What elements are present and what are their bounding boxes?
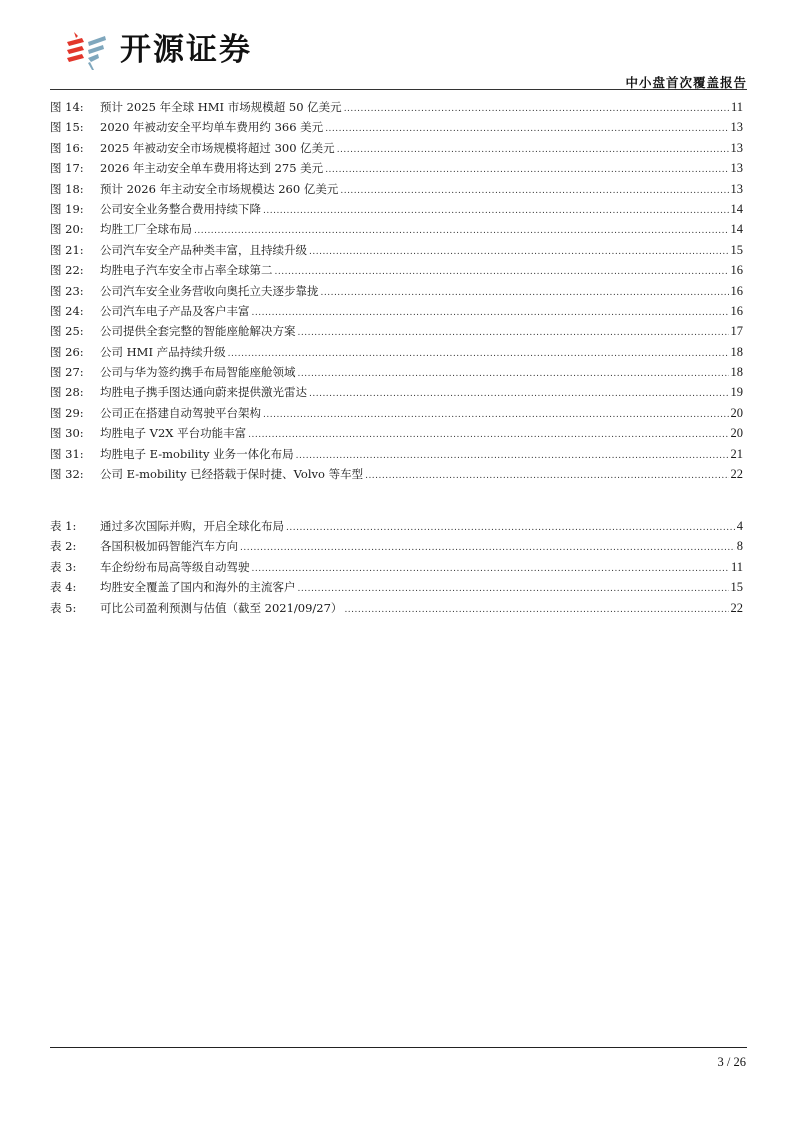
entry-title: 公司 E-mobility 已经搭载于保时捷、Volvo 等车型 [100,467,364,482]
entry-number: 图 24: [50,303,84,318]
dot-leader [344,600,728,620]
dot-leader [240,538,735,558]
dot-leader [321,283,729,303]
entry-title: 均胜电子汽车安全市占率全球第二 [100,263,273,278]
figure-entry[interactable] [50,423,743,443]
entry-number: 表 1: [50,519,77,533]
entry-title: 均胜电子 E-mobility 业务一体化布局 [100,446,294,461]
entry-page-number: 20 [730,426,743,441]
entry-title: 预计 2026 年主动安全市场规模达 260 亿美元 [100,181,339,196]
entry-title: 2025 年被动安全市场规模将超过 300 亿美元 [100,140,335,155]
entry-title: 2020 年被动安全平均单车费用约 366 美元 [100,120,324,135]
table-entry[interactable] [50,598,743,618]
entry-title: 均胜安全覆盖了国内和海外的主流客户 [100,580,296,595]
entry-page-number: 14 [730,222,743,237]
figure-entry[interactable] [50,219,743,239]
figure-entry[interactable] [50,281,743,301]
entry-title: 可比公司盈利预测与估值（截至 2021/09/27） [100,600,343,615]
entry-number: 图 15: [50,120,84,135]
entry-number: 图 32: [50,467,84,482]
figure-entry[interactable] [50,158,743,178]
dot-leader [286,518,735,538]
dot-leader [263,201,729,221]
dot-leader [252,303,729,323]
entry-page-number: 20 [730,405,743,420]
figure-entry[interactable] [50,382,743,402]
entry-page-number: 13 [730,120,743,135]
figure-entry[interactable] [50,301,743,321]
entry-page-number: 16 [730,283,743,298]
footer-divider [50,1047,747,1048]
entry-page-number: 11 [730,100,743,114]
dot-leader [248,425,728,445]
dot-leader [309,384,729,404]
dot-leader [298,364,729,384]
entry-page-number: 14 [730,201,743,216]
entry-title: 公司 HMI 产品持续升级 [100,344,226,359]
table-list [50,516,743,618]
dot-leader [252,559,729,579]
entry-number: 图 19: [50,201,84,216]
figure-entry[interactable] [50,117,743,137]
entry-page-number: 8 [736,539,743,554]
table-entry[interactable] [50,536,743,556]
dot-leader [337,140,729,160]
dot-leader [298,323,729,343]
entry-title: 均胜电子携手图达通向蔚来提供激光雷达 [100,385,307,400]
table-entry[interactable] [50,516,743,536]
dot-leader [344,99,729,119]
entry-title: 各国积极加码智能汽车方向 [100,539,238,554]
entry-page-number: 4 [736,519,743,533]
entry-title: 公司安全业务整合费用持续下降 [100,201,261,216]
entry-page-number: 16 [730,303,743,318]
figure-entry[interactable] [50,464,743,484]
dot-leader [296,446,729,466]
entry-number: 图 22: [50,263,84,278]
entry-page-number: 17 [730,324,743,339]
entry-number: 图 18: [50,181,84,196]
entry-number: 图 26: [50,344,84,359]
dot-leader [194,221,729,241]
entry-title: 公司提供全套完整的智能座舱解决方案 [100,324,296,339]
entry-title: 公司汽车安全业务营收向奥托立夫逐步靠拢 [100,283,319,298]
figure-entry[interactable] [50,444,743,464]
dot-leader [309,242,729,262]
dot-leader [365,466,728,486]
entry-number: 表 3: [50,559,77,574]
entry-number: 表 5: [50,600,77,615]
figure-entry[interactable] [50,260,743,280]
entry-page-number: 19 [730,385,743,400]
figure-list [50,97,743,484]
entry-number: 图 16: [50,140,84,155]
entry-title: 均胜工厂全球布局 [100,222,192,237]
figure-entry[interactable] [50,321,743,341]
entry-page-number: 15 [730,580,743,595]
entry-number: 图 29: [50,405,84,420]
entry-number: 图 28: [50,385,84,400]
entry-number: 图 31: [50,446,84,461]
entry-number: 图 27: [50,365,84,380]
entry-number: 图 21: [50,242,84,257]
figure-entry[interactable] [50,240,743,260]
company-logo [64,28,252,72]
entry-number: 图 20: [50,222,84,237]
dot-leader [275,262,729,282]
entry-number: 表 2: [50,539,77,554]
entry-title: 通过多次国际并购，开启全球化布局 [100,519,284,533]
figure-entry[interactable] [50,138,743,158]
entry-number: 表 4: [50,580,77,595]
dot-leader [325,160,728,180]
entry-page-number: 13 [730,161,743,176]
dot-leader [340,181,728,201]
entry-number: 图 14: [50,100,84,114]
logo-text: 开源证券 [120,32,252,68]
entry-number: 图 23: [50,283,84,298]
entry-page-number: 15 [730,242,743,257]
figure-entry[interactable] [50,97,743,117]
figure-entry[interactable] [50,179,743,199]
report-type-label: 中小盘首次覆盖报告 [625,75,747,90]
header-divider [50,89,747,90]
entry-title: 预计 2025 年全球 HMI 市场规模超 50 亿美元 [100,100,342,114]
dot-leader [298,579,729,599]
entry-title: 2026 年主动安全单车费用将达到 275 美元 [100,161,324,176]
page-indicator: 3 / 26 [717,1055,746,1069]
table-entry[interactable] [50,577,743,597]
entry-page-number: 22 [730,600,743,615]
entry-number: 图 17: [50,161,84,176]
entry-title: 公司汽车安全产品种类丰富，且持续升级 [100,242,307,257]
figure-entry[interactable] [50,199,743,219]
entry-number: 图 30: [50,426,84,441]
entry-page-number: 21 [730,446,743,461]
entry-page-number: 18 [730,344,743,359]
entry-title: 均胜电子 V2X 平台功能丰富 [100,426,247,441]
entry-title: 公司正在搭建自动驾驶平台架构 [100,405,261,420]
entry-page-number: 22 [730,467,743,482]
entry-page-number: 16 [730,263,743,278]
kaiyuan-securities-logo-icon [64,28,108,72]
figure-entry[interactable] [50,362,743,382]
entry-title: 公司汽车电子产品及客户丰富 [100,303,250,318]
figure-entry[interactable] [50,342,743,362]
dot-leader [263,405,729,425]
entry-page-number: 18 [730,365,743,380]
entry-number: 图 25: [50,324,84,339]
entry-page-number: 13 [730,181,743,196]
entry-page-number: 13 [730,140,743,155]
table-entry[interactable] [50,557,743,577]
figure-entry[interactable] [50,403,743,423]
entry-title: 公司与华为签约携手布局智能座舱领域 [100,365,296,380]
dot-leader [228,344,729,364]
dot-leader [325,119,728,139]
entry-title: 车企纷纷布局高等级自动驾驶 [100,559,250,574]
entry-page-number: 11 [730,559,743,574]
